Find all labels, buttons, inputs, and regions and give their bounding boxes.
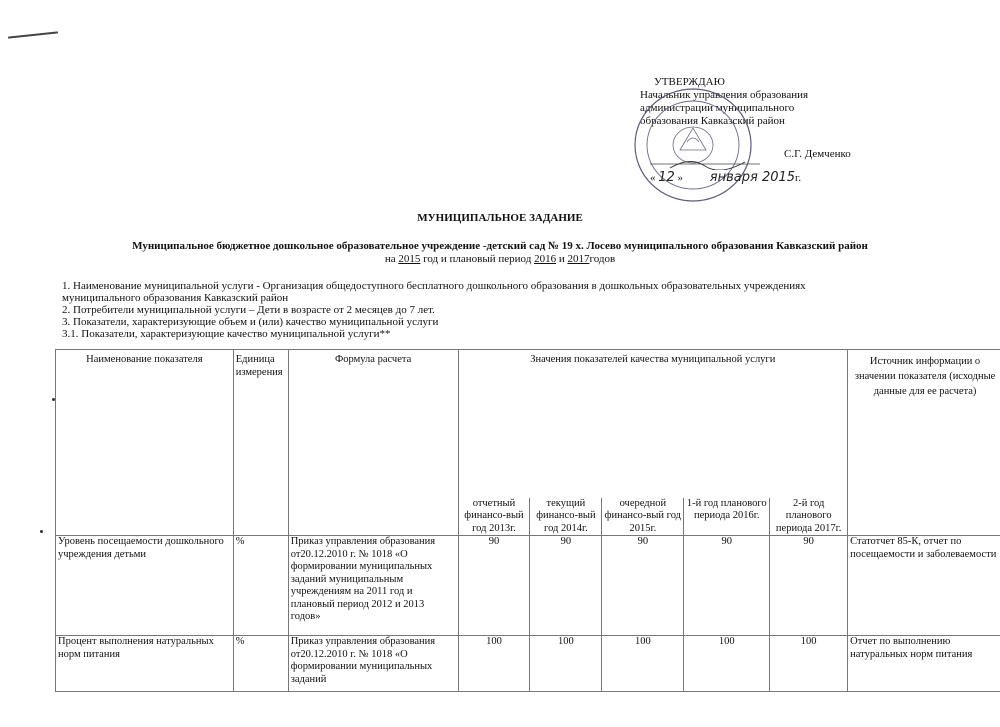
approval-line: администрации муниципального: [640, 102, 795, 114]
row-value: 100: [602, 636, 684, 692]
row-value: 100: [684, 636, 770, 692]
period-line: [0, 253, 1000, 265]
item-line: муниципального образования Кавказский район: [62, 292, 289, 304]
date-suffix: г.: [795, 172, 802, 184]
subheader-2015: очередной финансо-вый год 2015г.: [602, 498, 684, 536]
item-line: 2. Потребители муниципальной услуги – Дети в возрасте от 2 месяцев до 7 лет.: [62, 304, 435, 316]
subheader-2013: отчетный финансо-вый год 2013г.: [458, 498, 530, 536]
subheader-2014: текущий финансо-вый год 2014г.: [530, 498, 602, 536]
row-value: 100: [530, 636, 602, 692]
table-row: [56, 536, 1000, 636]
header-values-group: Значения показателей качества муниципальной услуги: [458, 350, 848, 498]
item-line: 3. Показатели, характеризующие объем и (или) качество муниципальной услуги: [62, 316, 439, 328]
director-name: С.Г. Демченко: [784, 148, 851, 160]
item-line: 3.1. Показатели, характеризующие качество муниципальной услуги**: [62, 328, 391, 340]
official-seal-stamp: [632, 86, 754, 204]
period-mid: год и плановый период: [420, 253, 535, 265]
period-year: 2015: [398, 253, 421, 265]
row-formula: Приказ управления образования от20.12.2010 г. № 1018 «О формировании муниципальных заданий муниципальным учреждениям на 2011 год и плановый период 2012 и 2013 годов»: [288, 536, 458, 636]
approval-line: Начальник управления образования: [640, 89, 809, 101]
date-open-quote: «: [650, 172, 656, 184]
item-line: 1. Наименование муниципальной услуги - Организация общедоступного бесплатного дошкольного образования в дошкольных образовательных учреждениях: [62, 280, 806, 292]
institution-name: Муниципальное бюджетное дошкольное образовательное учреждение -детский сад № 19 х. Лосево муниципального образования Кавказский район: [132, 240, 868, 252]
row-value: 90: [458, 536, 530, 636]
numbered-items: [62, 280, 942, 340]
approval-heading: УТВЕРЖДАЮ: [654, 76, 725, 88]
row-name: Процент выполнения натуральных норм питания: [56, 636, 234, 692]
row-source: Статотчет 85-К, отчет по посещаемости и заболеваемости: [848, 536, 1000, 636]
header-formula: Формула расчета: [288, 350, 458, 536]
signature-line: [650, 158, 760, 170]
date-close-quote: »: [677, 172, 684, 184]
period-prefix: на: [384, 253, 399, 265]
subheader-2016: 1-й год планового периода 2016г.: [684, 498, 770, 536]
row-unit: %: [233, 636, 288, 692]
row-value: 90: [530, 536, 602, 636]
period-and: и: [556, 253, 568, 265]
subheader-2017: 2-й год планового периода 2017г.: [770, 498, 848, 536]
approval-line: образования Кавказский район: [640, 115, 785, 127]
row-value: 90: [770, 536, 848, 636]
row-source: Отчет по выполнению натуральных норм питания: [848, 636, 1000, 692]
approval-date: [650, 170, 801, 185]
header-unit: Единица измерения: [233, 350, 288, 536]
period-year2: 2016: [534, 253, 557, 265]
row-value: 90: [684, 536, 770, 636]
date-day: 12: [658, 170, 675, 185]
period-suffix: годов: [589, 253, 616, 265]
row-value: 90: [602, 536, 684, 636]
row-name: Уровень посещаемости дошкольного учреждения детьми: [56, 536, 234, 636]
header-name: Наименование показателя: [56, 350, 234, 536]
scan-mark: [8, 31, 58, 38]
period-year3: 2017: [567, 253, 590, 265]
table-row: [56, 636, 1000, 692]
row-value: 100: [458, 636, 530, 692]
scan-dot: [40, 530, 43, 533]
row-value: 100: [770, 636, 848, 692]
document-title: МУНИЦИПАЛЬНОЕ ЗАДАНИЕ: [417, 212, 583, 224]
header-source: Источник информации о значении показателя (исходные данные для ее расчета): [848, 350, 1000, 536]
date-month-year: января 2015: [709, 170, 796, 185]
quality-indicators-table: [55, 349, 1000, 692]
row-formula: Приказ управления образования от20.12.2010 г. № 1018 «О формировании муниципальных заданий: [288, 636, 458, 692]
row-unit: %: [233, 536, 288, 636]
